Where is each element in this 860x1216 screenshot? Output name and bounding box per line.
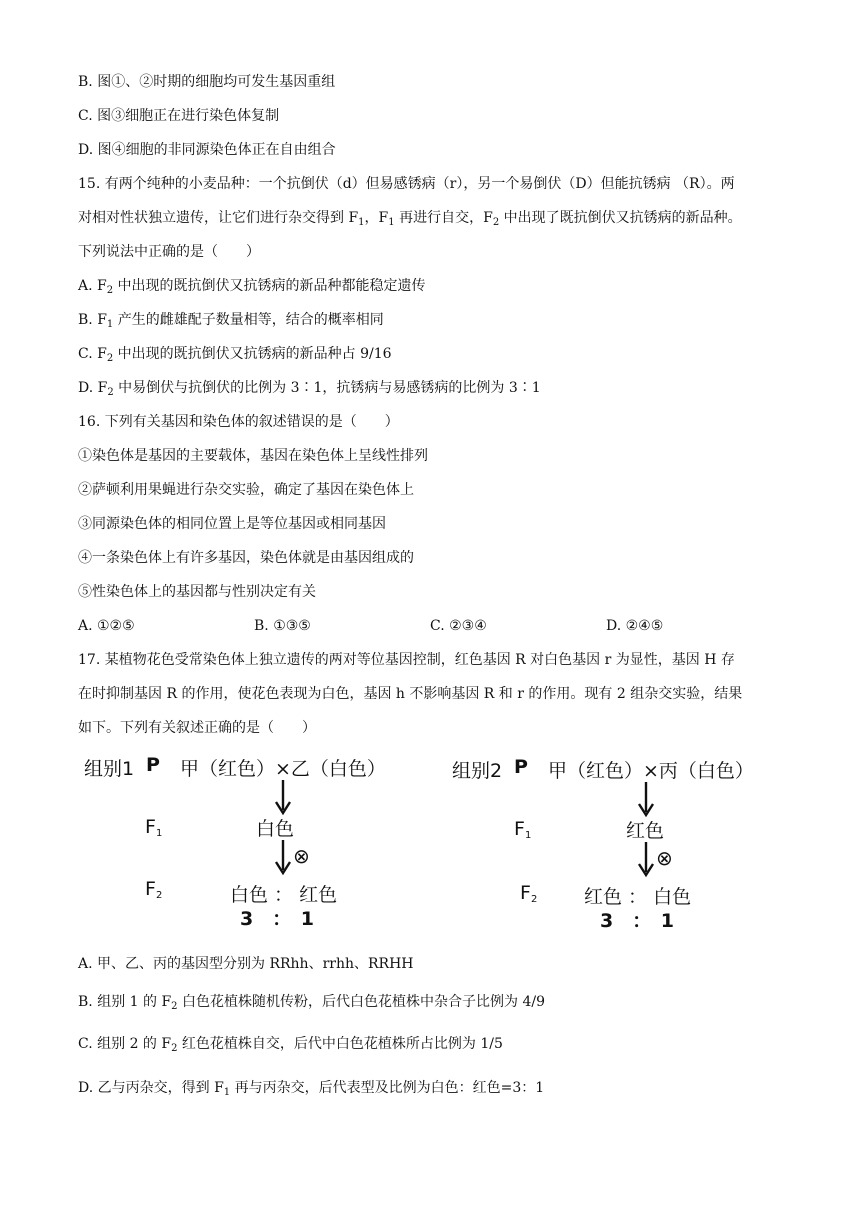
q15-option-b: B. $F_1$ 产生的雌雄配子数量相等，结合的概率相同	[78, 312, 384, 330]
group1-f1-phenotype: 白色	[256, 818, 295, 840]
q15-stem-line2: 对相对性状独立遗传，让它们进行杂交得到 $F_1$，$F_1$ 再进行自交，$F_2$ 中出现了既抗倒伏又抗锈病的新品种。	[78, 210, 742, 228]
cross-diagram	[0, 740, 860, 940]
group2-f1-label: $F_1$	[514, 818, 532, 841]
group1-label: 组别1	[84, 758, 135, 780]
q16-item-2: ②萨顿利用果蝇进行杂交实验，确定了基因在染色体上	[78, 482, 414, 498]
group2-f1-phenotype: 红色	[626, 820, 665, 842]
group2-selfing-icon: ⊗	[656, 846, 673, 870]
q16-stem: 16. 下列有关基因和染色体的叙述错误的是（ ）	[78, 414, 399, 430]
group1-selfing-icon: ⊗	[293, 844, 310, 868]
group2-arrow-2	[636, 842, 656, 878]
group1-f2-label: $F_2$	[145, 878, 163, 901]
group1-f1-label: $F_1$	[145, 816, 163, 839]
q17-stem-line1: 17. 某植物花色受常染色体上独立遗传的两对等位基因控制，红色基因 R 对白色基因 r 为显性，基因 H 存	[78, 652, 735, 668]
q16-option-d: D. ②④⑤	[606, 618, 664, 634]
q16-item-1: ①染色体是基因的主要载体，基因在染色体上呈线性排列	[78, 448, 428, 464]
group2-arrow-1	[636, 782, 656, 818]
group2-f2-phenotypes: 红色 ： 白色	[584, 886, 692, 908]
q15-option-d: D. $F_2$ 中易倒伏与抗倒伏的比例为 3∶1，抗锈病与易感锈病的比例为 3∶1	[78, 380, 541, 398]
group1-f2-ratio: 3 ： 1	[240, 908, 314, 930]
group2-f2-label: $F_2$	[520, 882, 538, 905]
q15-stem-line3: 下列说法中正确的是（ ）	[78, 244, 260, 260]
group1-p-label: P	[146, 754, 160, 776]
q16-options	[78, 616, 778, 636]
group2-f2-ratio: 3 ： 1	[600, 910, 674, 932]
q16-option-b: B. ①③⑤	[254, 618, 311, 634]
q16-item-4: ④一条染色体上有许多基因，染色体就是由基因组成的	[78, 550, 414, 566]
group1-cross: 甲（红色）×乙（白色）	[180, 758, 386, 780]
q16-option-a: A. ①②⑤	[78, 618, 135, 634]
group2-label: 组别2	[452, 760, 503, 782]
q17-option-b: B. 组别 1 的 $F_2$ 白色花植株随机传粉，后代白色花植株中杂合子比例为 4/9	[78, 994, 545, 1012]
q15-option-a: A. $F_2$ 中出现的既抗倒伏又抗锈病的新品种都能稳定遗传	[78, 278, 426, 296]
group2-p-label: P	[514, 756, 528, 778]
q14-option-c: C. 图③细胞正在进行染色体复制	[78, 108, 280, 124]
q16-item-5: ⑤性染色体上的基因都与性别决定有关	[78, 584, 316, 600]
q16-item-3: ③同源染色体的相同位置上是等位基因或相同基因	[78, 516, 386, 532]
q17-option-d: D. 乙与丙杂交，得到 $F_1$ 再与丙杂交，后代表型及比例为白色：红色=3：1	[78, 1080, 545, 1098]
q17-stem-line2: 在时抑制基因 R 的作用，使花色表现为白色，基因 h 不影响基因 R 和 r 的作用。现有 2 组杂交实验，结果	[78, 686, 743, 702]
q15-option-c: C. $F_2$ 中出现的既抗倒伏又抗锈病的新品种占 9/16	[78, 346, 392, 364]
q14-option-d: D. 图④细胞的非同源染色体正在自由组合	[78, 142, 336, 158]
group1-arrow-2	[273, 840, 293, 876]
q16-option-c: C. ②③④	[430, 618, 487, 634]
q15-stem-line1: 15. 有两个纯种的小麦品种：一个抗倒伏（d）但易感锈病（r），另一个易倒伏（D）但能抗锈病 （R）。两	[78, 176, 735, 192]
group2-cross: 甲（红色）×丙（白色）	[548, 760, 754, 782]
group1-arrow-1	[273, 780, 293, 816]
q17-option-a: A. 甲、乙、丙的基因型分别为 RRhh、rrhh、RRHH	[78, 956, 414, 972]
q14-option-b: B. 图①、②时期的细胞均可发生基因重组	[78, 74, 336, 90]
q17-stem-line3: 如下。下列有关叙述正确的是（ ）	[78, 720, 316, 736]
group1-f2-phenotypes: 白色 ： 红色	[230, 884, 338, 906]
q17-option-c: C. 组别 2 的 $F_2$ 红色花植株自交，后代中白色花植株所占比例为 1/5	[78, 1036, 503, 1054]
